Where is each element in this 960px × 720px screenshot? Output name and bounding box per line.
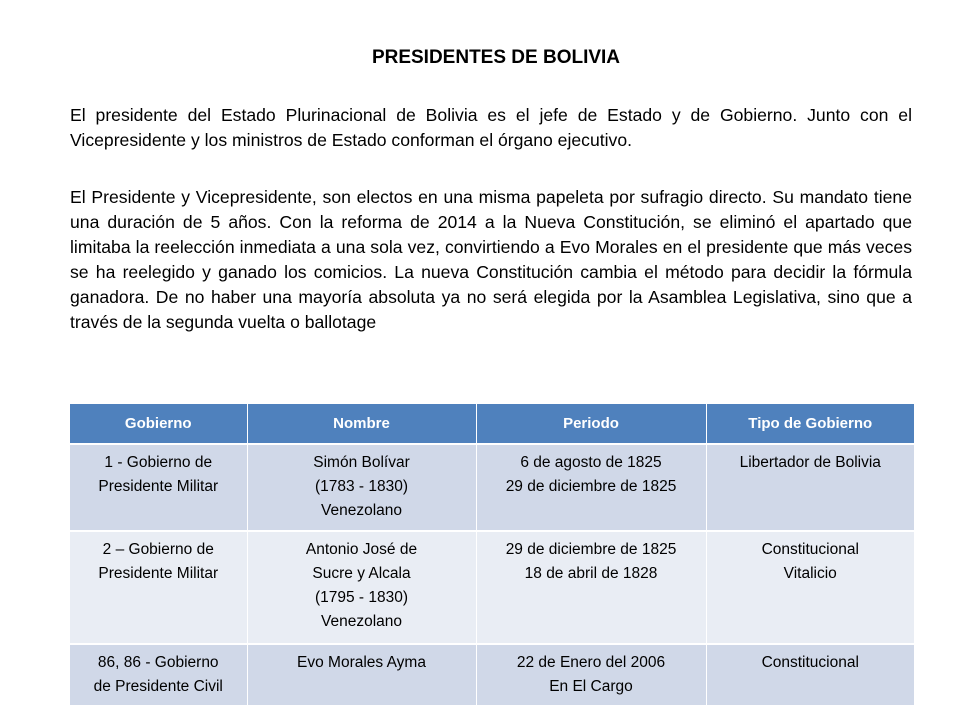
cell-line: Presidente Militar (98, 478, 219, 495)
cell-nombre (247, 644, 476, 705)
cell-line: de Presidente Civil (93, 678, 223, 695)
cell-line: 22 de Enero del 2006 (516, 654, 666, 671)
cell-line: (1795 - 1830) (314, 589, 409, 606)
intro-paragraph: El presidente del Estado Plurinacional de Bolivia es el jefe de Estado y de Gobierno. Junto con el Vicepresidente y los ministros de Estado conforman el órgano ejecutivo. (70, 105, 912, 150)
cell-gobierno (70, 444, 247, 531)
cell-line: Libertador de Bolivia (739, 454, 881, 471)
cell-line: Venezolano (320, 613, 403, 630)
cell-line: 29 de diciembre de 1825 (505, 478, 677, 495)
cell-line: Constitucional (761, 541, 859, 558)
cell-gobierno (70, 531, 247, 644)
table-header-row (70, 404, 914, 444)
cell-line: 86, 86 - Gobierno (97, 654, 219, 671)
cell-line: 29 de diciembre de 1825 (505, 541, 677, 558)
cell-nombre (247, 444, 476, 531)
table-row (70, 644, 914, 705)
cell-line: 18 de abril de 1828 (524, 565, 658, 582)
cell-line: 2 – Gobierno de (102, 541, 214, 558)
cell-nombre (247, 531, 476, 644)
table-row (70, 444, 914, 531)
header-tipo-de-gobierno: Tipo de Gobierno (706, 404, 914, 444)
cell-line: 6 de agosto de 1825 (520, 454, 662, 471)
cell-line: (1783 - 1830) (314, 478, 409, 495)
header-nombre: Nombre (247, 404, 476, 444)
cell-line: Simón Bolívar (313, 454, 410, 471)
cell-line: Constitucional (761, 654, 859, 671)
cell-line: Antonio José de (305, 541, 418, 558)
presidents-table (70, 404, 914, 705)
header-periodo: Periodo (476, 404, 706, 444)
cell-periodo (476, 531, 706, 644)
cell-line: 1 - Gobierno de (104, 454, 213, 471)
page-title: PRESIDENTES DE BOLIVIA (371, 47, 621, 68)
cell-line: Sucre y Alcala (312, 565, 411, 582)
cell-gobierno (70, 644, 247, 705)
cell-line: Vitalicio (783, 565, 837, 582)
header-gobierno: Gobierno (70, 404, 247, 444)
cell-tipo (706, 531, 914, 644)
mandate-paragraph: El Presidente y Vicepresidente, son electos en una misma papeleta por sufragio directo. Su mandato tiene una duración de 5 años. Con la reforma de 2014 a la Nueva Constitución, se eliminó el apartado que limitaba la reelección inmediata a una sola vez, convirtiendo a Evo Morales en el presidente que más veces se ha reelegido y ganado los comicios. La nueva Constitución cambia el método para decidir la fórmula ganadora. De no haber una mayoría absoluta ya no será elegida por la Asamblea Legislativa, sino que a través de la segunda vuelta o ballotage (70, 187, 912, 332)
cell-periodo (476, 444, 706, 531)
cell-periodo (476, 644, 706, 705)
table-row (70, 531, 914, 644)
cell-line: Venezolano (320, 502, 403, 519)
cell-line: En El Cargo (549, 678, 633, 695)
cell-tipo (706, 444, 914, 531)
cell-tipo (706, 644, 914, 705)
cell-line: Evo Morales Ayma (297, 654, 426, 671)
cell-line: Presidente Militar (98, 565, 219, 582)
